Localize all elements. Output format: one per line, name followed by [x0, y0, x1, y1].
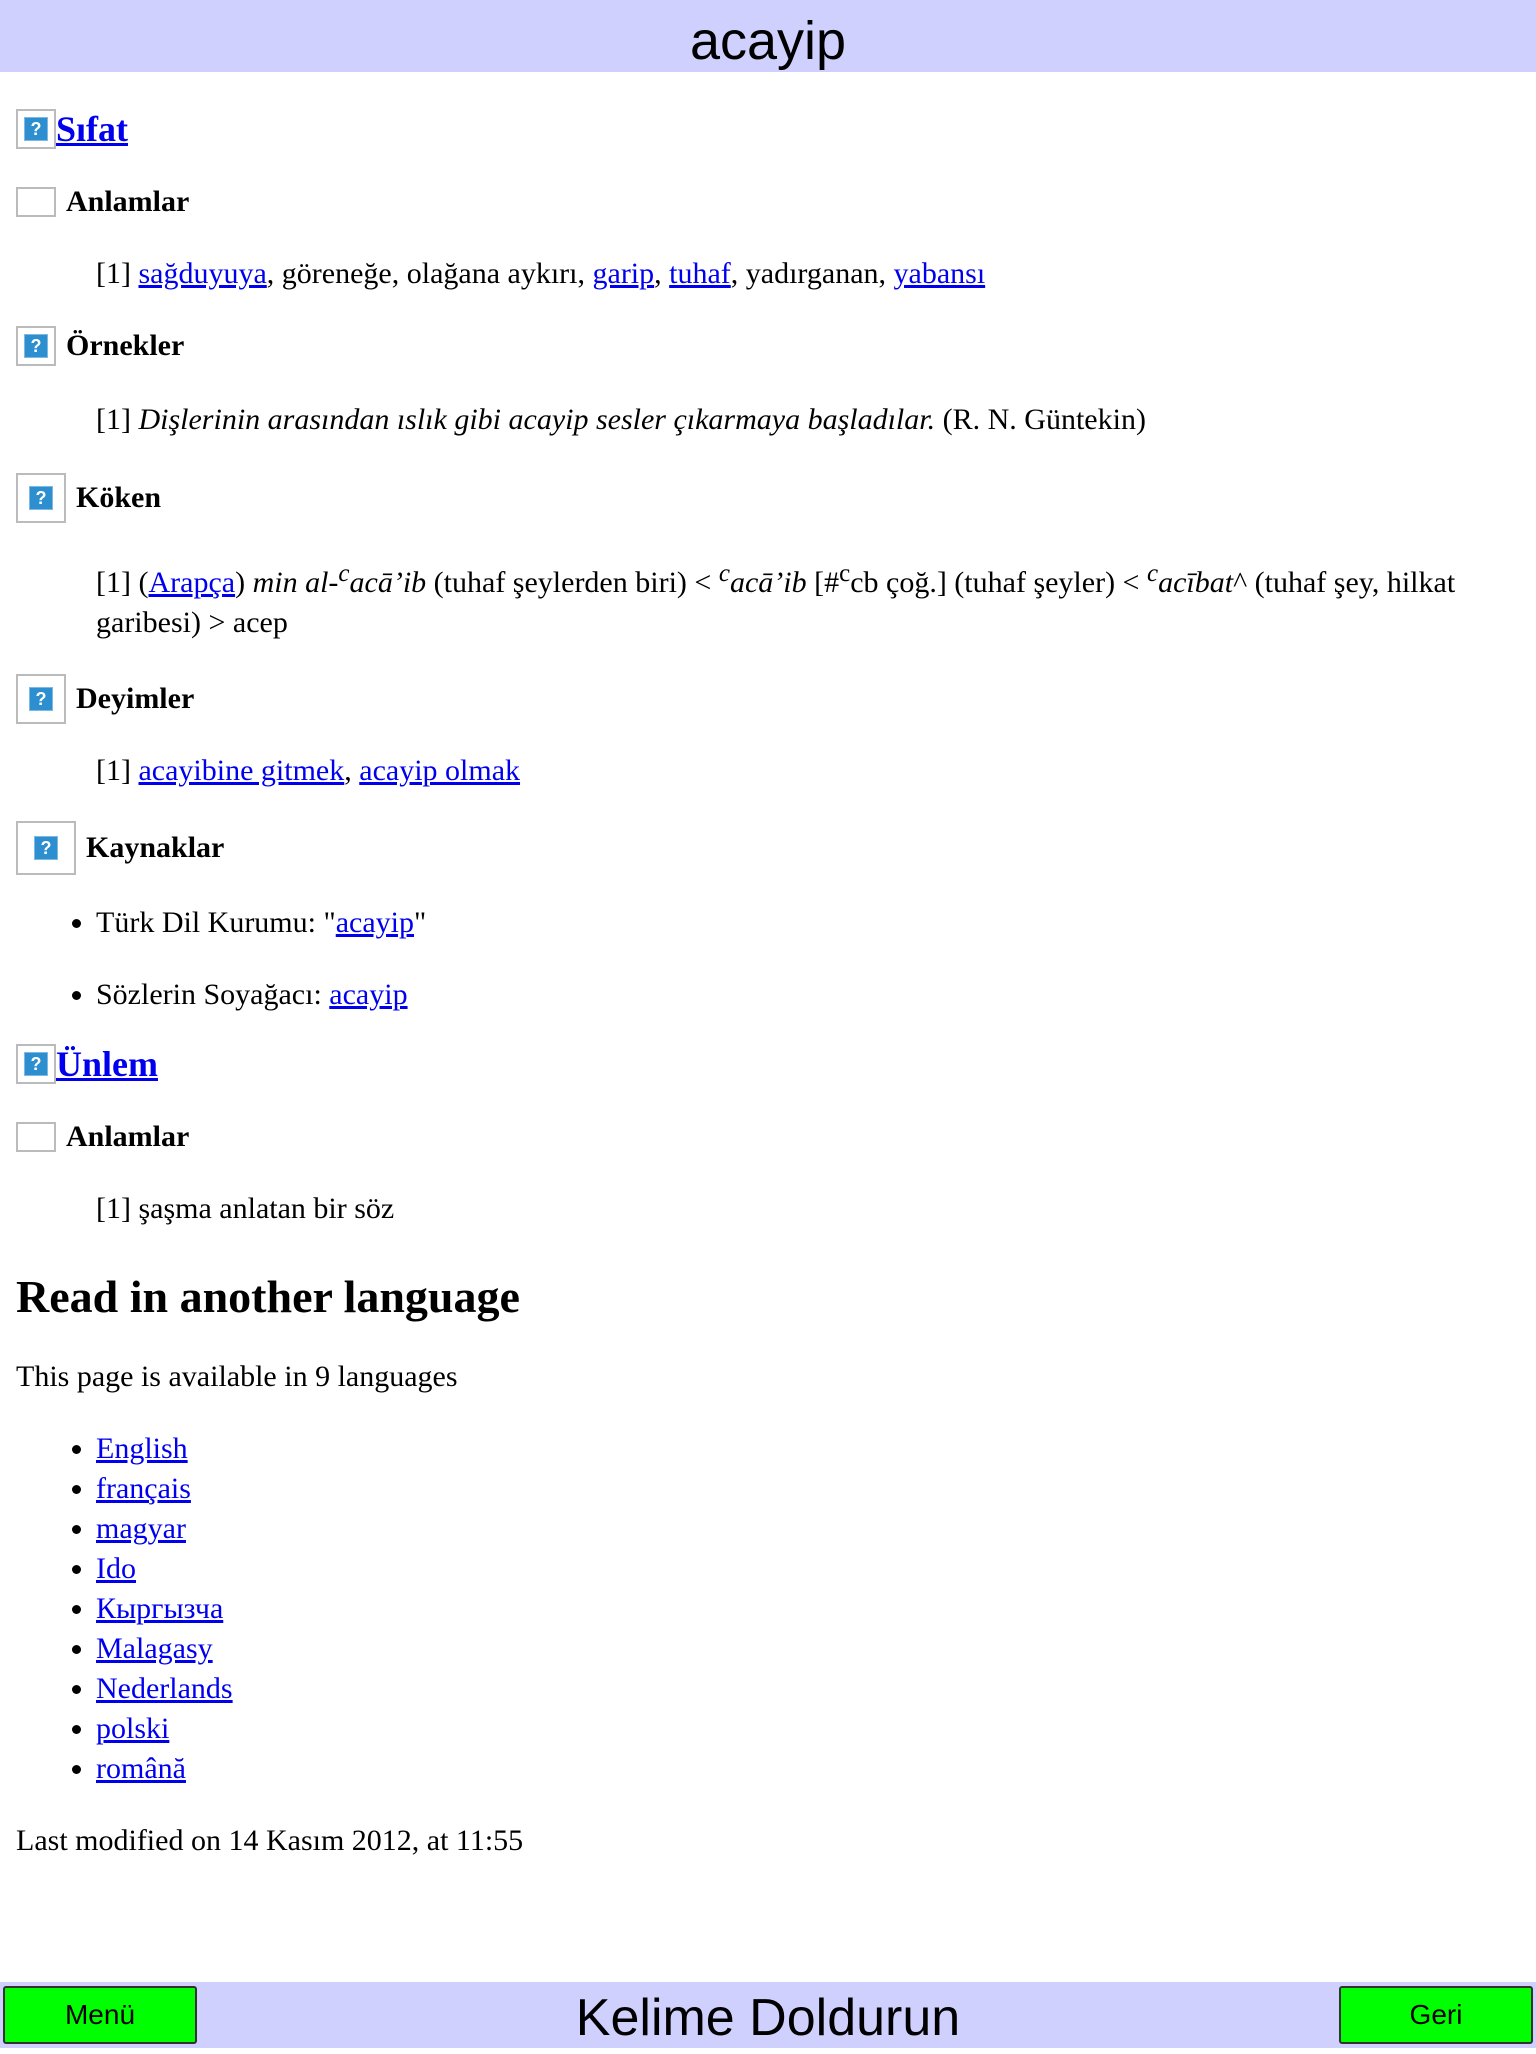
- list-item: [96, 1469, 1520, 1509]
- etym-sup: c: [1146, 560, 1159, 587]
- anlamlar-heading: Anlamlar: [66, 1120, 190, 1153]
- etym-text: cb çoğ.] (tuhaf şeyler) <: [850, 566, 1147, 599]
- koken-etymology: [96, 554, 1520, 643]
- lang-link-kyrgyz[interactable]: Кыргызча: [96, 1592, 224, 1625]
- link-soyagaci-acayip[interactable]: acayip: [329, 978, 408, 1011]
- section-kaynaklar: [16, 821, 1520, 875]
- section-sifat: [16, 106, 1520, 152]
- list-item: [96, 1749, 1520, 1789]
- section-deyimler: [16, 673, 1520, 725]
- blank-icon: [16, 187, 56, 217]
- list-item: [96, 1589, 1520, 1629]
- help-icon[interactable]: ?: [16, 821, 76, 875]
- section-anlamlar-unlem: [16, 1117, 1520, 1157]
- ornekler-example: [96, 400, 1520, 440]
- help-icon[interactable]: ?: [16, 326, 56, 366]
- list-item: [96, 1709, 1520, 1749]
- lang-link-polski[interactable]: polski: [96, 1712, 170, 1745]
- list-item: [96, 975, 1520, 1015]
- example-quote: Dişlerinin arasından ıslık gibi acayip sesler çıkarmaya başladılar.: [138, 403, 936, 436]
- def-text: , yadırganan,: [730, 257, 894, 290]
- etym-italic: acībat: [1158, 566, 1234, 599]
- link-sagduyuya[interactable]: sağduyuya: [138, 257, 267, 290]
- back-button[interactable]: Geri: [1339, 1986, 1533, 2044]
- def-text: , göreneğe, olağana aykırı,: [266, 257, 593, 290]
- etym-text: [1] (: [96, 566, 149, 599]
- list-item: [96, 1429, 1520, 1469]
- help-icon[interactable]: ?: [16, 1044, 56, 1084]
- blank-icon: [16, 1122, 56, 1152]
- etym-text: [#: [806, 566, 840, 599]
- kaynaklar-heading: Kaynaklar: [86, 831, 225, 864]
- deyimler-heading: Deyimler: [76, 682, 195, 715]
- etym-sup: c: [718, 560, 730, 587]
- lang-link-romana[interactable]: română: [96, 1752, 186, 1785]
- def-number: [1]: [96, 257, 131, 290]
- help-icon[interactable]: ?: [16, 473, 66, 523]
- languages-count: This page is available in 9 languages: [16, 1360, 458, 1393]
- idiom-separator: ,: [344, 754, 360, 787]
- source-text: ": [414, 906, 427, 939]
- list-item: [96, 1549, 1520, 1589]
- etym-sup: c: [839, 560, 851, 587]
- source-text: Türk Dil Kurumu: ": [96, 906, 336, 939]
- koken-heading: Köken: [76, 481, 162, 514]
- link-tdk-acayip[interactable]: acayip: [335, 906, 415, 939]
- etym-italic: min al-: [252, 566, 339, 599]
- link-garip[interactable]: garip: [592, 257, 655, 290]
- etym-italic: acā’ib: [349, 566, 427, 599]
- section-ornekler: [16, 324, 1520, 368]
- link-tuhaf[interactable]: tuhaf: [669, 257, 731, 290]
- unlem-heading-link[interactable]: Ünlem: [56, 1044, 158, 1084]
- anlamlar-heading: Anlamlar: [66, 185, 190, 218]
- sources-list: [16, 903, 1520, 1015]
- def-text: ,: [654, 257, 670, 290]
- list-item: [96, 1669, 1520, 1709]
- language-list: [16, 1429, 1520, 1789]
- link-arapca[interactable]: Arapça: [148, 566, 236, 599]
- lang-link-francais[interactable]: français: [96, 1472, 191, 1505]
- section-anlamlar: [16, 182, 1520, 222]
- ornekler-heading: Örnekler: [66, 329, 185, 362]
- link-yabansi[interactable]: yabansı: [893, 257, 986, 290]
- top-title-bar: [0, 0, 1536, 72]
- lang-link-magyar[interactable]: magyar: [96, 1512, 186, 1545]
- link-acayip-olmak[interactable]: acayip olmak: [359, 754, 521, 787]
- example-author: (R. N. Güntekin): [935, 403, 1146, 436]
- list-item: [96, 903, 1520, 943]
- deyimler-list: [96, 751, 1520, 791]
- help-icon[interactable]: ?: [16, 674, 66, 724]
- sifat-heading-link[interactable]: Sıfat: [56, 109, 128, 149]
- anlamlar-definition: [96, 254, 1520, 294]
- menu-button[interactable]: Menü: [3, 1986, 197, 2044]
- list-item: [96, 1509, 1520, 1549]
- bottom-title: Kelime Doldurun: [575, 1989, 961, 2047]
- etym-sup: c: [338, 560, 350, 587]
- page-title: acayip: [689, 11, 847, 71]
- list-item: [96, 1629, 1520, 1669]
- other-language-heading: Read in another language: [16, 1271, 520, 1322]
- example-number: [1]: [96, 403, 131, 436]
- source-text: Sözlerin Soyağacı:: [96, 978, 330, 1011]
- main-content: [16, 72, 1520, 1861]
- etym-text: ^ (tuhaf şey, hilkat garibesi) > acep: [96, 566, 1456, 639]
- unlem-definition: [1] şaşma anlatan bir söz: [96, 1192, 395, 1225]
- lang-link-ido[interactable]: Ido: [96, 1552, 136, 1585]
- lang-link-malagasy[interactable]: Malagasy: [96, 1632, 213, 1665]
- idiom-number: [1]: [96, 754, 131, 787]
- lang-link-english[interactable]: English: [96, 1432, 188, 1465]
- help-icon[interactable]: ?: [16, 109, 56, 149]
- link-acayibine-gitmek[interactable]: acayibine gitmek: [138, 754, 345, 787]
- etym-text: (tuhaf şeylerden biri) <: [426, 566, 719, 599]
- lang-link-nederlands[interactable]: Nederlands: [96, 1672, 233, 1705]
- etym-text: ): [235, 566, 253, 599]
- section-koken: [16, 472, 1520, 524]
- last-modified: Last modified on 14 Kasım 2012, at 11:55: [16, 1824, 524, 1857]
- section-unlem: [16, 1041, 1520, 1087]
- bottom-bar: [0, 1982, 1536, 2048]
- etym-italic: acā’ib: [729, 566, 807, 599]
